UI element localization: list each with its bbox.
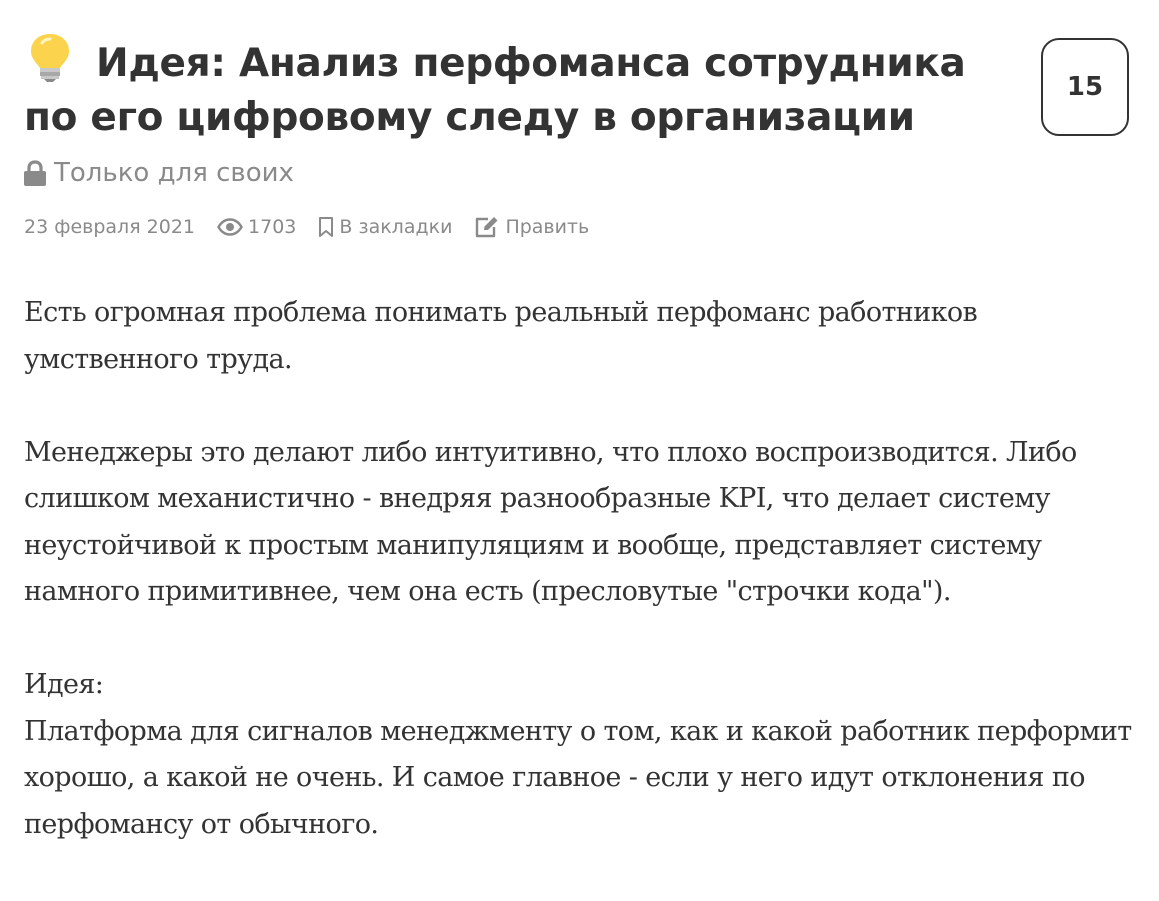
views-count: 1703: [248, 216, 297, 238]
post-header: [24, 32, 1014, 145]
upvote-button[interactable]: [1041, 38, 1129, 136]
post-date-text: 23 февраля 2021: [24, 216, 196, 238]
post-date: [24, 216, 195, 238]
post-paragraph: Идея: Платформа для сигналов менеджменту о том, как и какой работник перформит хорошо, а какой не очень. И самое главное - если у него идут отклонения по перфомансу от обычного.: [24, 669, 1132, 840]
post-title: [24, 32, 1014, 145]
edit-icon: [474, 216, 500, 238]
edit-label: Править: [505, 216, 590, 238]
visibility-label: Только для своих: [54, 158, 294, 188]
eye-icon: [217, 218, 243, 236]
bookmark-icon: [318, 216, 334, 238]
upvote-count: 15: [1066, 72, 1104, 102]
post-paragraph: Есть огромная проблема понимать реальный перфоманс работников умственного труда.: [24, 297, 978, 375]
views-counter: [217, 216, 296, 238]
bookmark-button[interactable]: [318, 216, 452, 238]
post-meta: [24, 216, 611, 238]
post-body: [24, 290, 1149, 895]
lock-icon: [22, 159, 48, 187]
edit-button[interactable]: [474, 216, 589, 238]
bookmark-label: В закладки: [339, 216, 453, 238]
lightbulb-icon: [28, 32, 72, 82]
visibility-badge: [22, 158, 294, 188]
post-paragraph: Менеджеры это делают либо интуитивно, что плохо воспроизводится. Либо слишком механистично - внедряя разнообразные KPI, что делает систему неустойчивой к простым манипуляциям и вообще, представляет систему намного примитивнее, чем она есть (пресловутые "строчки кода").: [24, 436, 1077, 607]
post-title-text: Идея: Анализ перфоманса сотрудника по его цифровому следу в организации: [24, 41, 966, 140]
